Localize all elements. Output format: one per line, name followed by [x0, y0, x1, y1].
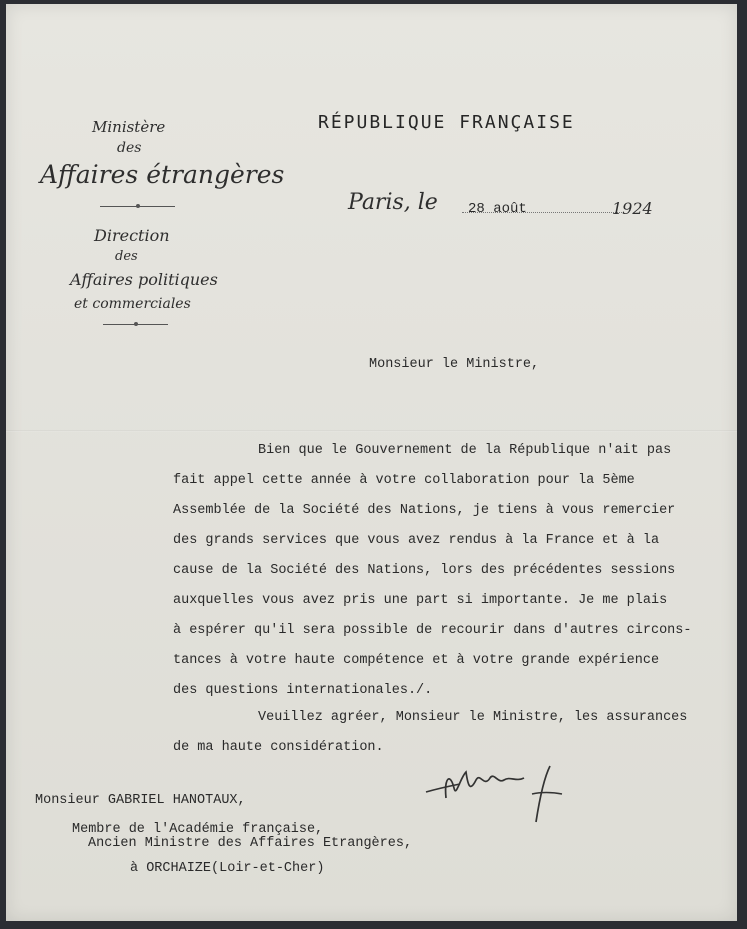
direction-line4: et commerciales	[74, 296, 191, 312]
recipient-address: à ORCHAIZE(Loir-et-Cher)	[130, 861, 325, 876]
body-line: Bien que le Gouvernement de la République n'ait pas	[258, 443, 672, 458]
paper-fold	[6, 430, 737, 432]
recipient-title2: Ancien Ministre des Affaires Etrangères,	[88, 836, 413, 851]
closing-line1: Veuillez agréer, Monsieur le Ministre, les assurances	[258, 710, 688, 725]
recipient-name: Monsieur GABRIEL HANOTAUX,	[35, 793, 246, 808]
body-line: cause de la Société des Nations, lors des précédentes sessions	[173, 563, 676, 578]
body-line: des questions internationales./.	[173, 683, 433, 698]
body-line: Assemblée de la Société des Nations, je tiens à vous remercier	[173, 503, 676, 518]
body-line: auxquelles vous avez pris une part si importante. Je me plais	[173, 593, 668, 608]
letterhead-rule-top	[100, 206, 175, 207]
body-line: fait appel cette année à votre collaboration pour la 5ème	[173, 473, 635, 488]
salutation: Monsieur le Ministre,	[369, 357, 540, 372]
body-line: à espérer qu'il sera possible de recourir dans d'autres circons-	[173, 623, 692, 638]
body-line: tances à votre haute compétence et à votre grande expérience	[173, 653, 660, 668]
ministry-line3: Affaires étrangères	[40, 160, 285, 189]
body-line: des grands services que vous avez rendus à la France et à la	[173, 533, 660, 548]
date-day-month: 28 août	[468, 201, 527, 217]
letterhead-rule-bottom	[103, 324, 168, 325]
date-place: Paris, le	[348, 190, 438, 215]
recipient-title1: Membre de l'Académie française,	[72, 822, 324, 837]
direction-line1: Direction	[94, 226, 170, 245]
page-title: RÉPUBLIQUE FRANÇAISE	[318, 112, 575, 133]
letter-paper	[6, 4, 737, 921]
ministry-line1: Ministère	[92, 118, 166, 136]
ministry-line2: des	[117, 140, 142, 156]
signature	[420, 758, 570, 828]
closing-line2: de ma haute considération.	[173, 740, 384, 755]
date-year: 1924	[612, 199, 653, 218]
direction-line3: Affaires politiques	[70, 270, 218, 289]
direction-line2: des	[115, 249, 138, 264]
